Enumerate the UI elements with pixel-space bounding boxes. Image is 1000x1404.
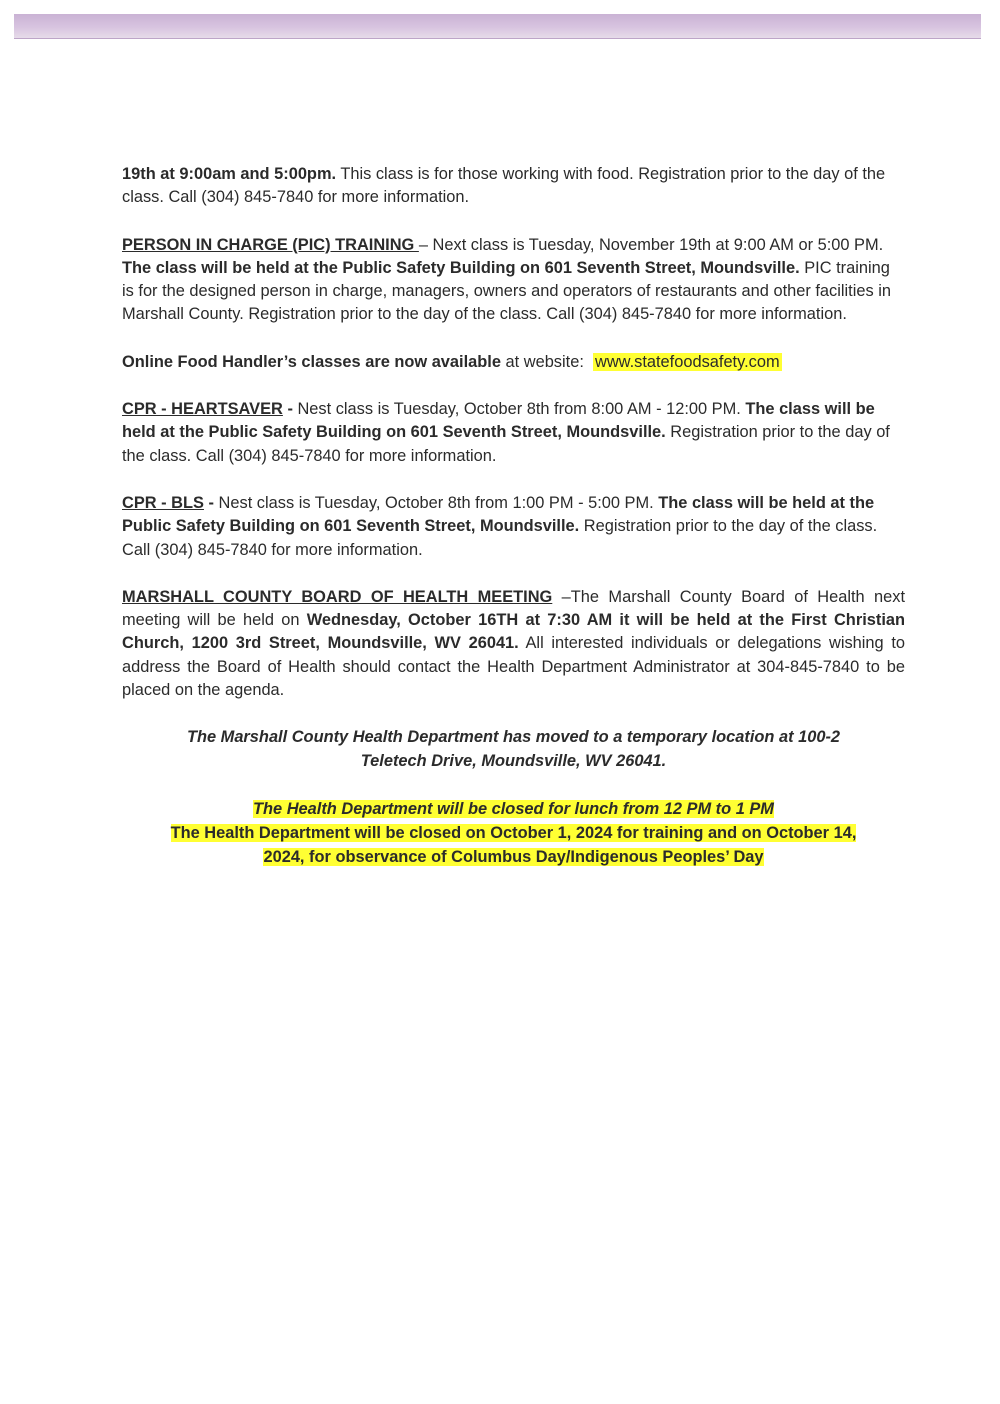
cpr-heartsaver-paragraph [122,398,905,468]
online-lead: Online Food Handler’s classes are now available [122,352,501,371]
food-handler-lead: 19th at 9:00am and 5:00pm. [122,165,337,183]
board-meeting-paragraph [122,586,905,702]
food-handler-paragraph [122,163,905,210]
cpr-bls-dash: - [203,493,219,512]
statefoodsafety-link[interactable]: www.statefoodsafety.com [594,352,780,371]
pic-text-2: PIC training is for the designed person in charge, managers, owners and operators of restaurants and other facilities in Marshall County. Registration prior to the day of the class. Call (304) 845-7840 for more information. [122,258,891,324]
cpr-bls-text-2: Registration prior to the day of the class. Call (304) 845-7840 for more information. [122,517,878,559]
board-meeting-details: Wednesday, October 16TH at 7:30 AM it will be held at the First Christian Church, 1200 3rd Street, Moundsville, WV 26041. [122,611,906,653]
cpr-heartsaver-text-2: Registration prior to the day of the class. Call (304) 845-7840 for more information. [122,423,890,465]
pic-location: The class will be held at the Public Safety Building on 601 Seventh Street, Moundsville. [122,258,800,277]
pic-training-paragraph [122,234,905,327]
board-heading: MARSHALL COUNTY BOARD OF HEALTH MEETING [122,587,553,606]
online-classes-paragraph [122,351,905,374]
board-text-1: –The Marshall County Board of Health next meeting will be held on [122,587,906,630]
lunch-closure-notice: The Health Department will be closed for lunch from 12 PM to 1 PM [253,799,774,818]
cpr-heartsaver-text-1: Nest class is Tuesday, October 8th from 8:00 AM - 12:00 PM. [297,400,741,419]
cpr-heartsaver-location: The class will be held at the Public Safety Building on 601 Seventh Street, Moundsville. [122,400,875,442]
cpr-bls-paragraph [122,492,905,562]
cpr-heartsaver-heading: CPR - HEARTSAVER [122,400,283,419]
document-body [122,163,905,869]
holiday-closure-line-2: 2024, for observance of Columbus Day/Indigenous Peoples’ Day [263,847,764,866]
cpr-bls-text-1: Nest class is Tuesday, October 8th from 1:00 PM - 5:00 PM. [218,493,654,512]
pic-text-1: – Next class is Tuesday, November 19th at 9:00 AM or 5:00 PM. [418,235,884,254]
online-text: at website: [505,352,584,371]
food-handler-text: This class is for those working with food. Registration prior to the day of the class. Call (304) 845-7840 for more information. [122,165,886,207]
closure-notices [122,797,905,869]
cpr-bls-heading: CPR - BLS [122,493,204,512]
top-color-band [14,14,981,39]
board-text-2: All interested individuals or delegations wishing to address the Board of Health should contact the Health Department Administrator at 304-845-7840 to be placed on the agenda. [122,634,906,700]
pic-heading: PERSON IN CHARGE (PIC) TRAINING [122,235,419,254]
cpr-heartsaver-dash: - [282,400,298,419]
cpr-bls-location: The class will be held at the Public Safety Building on 601 Seventh Street, Moundsville. [122,493,875,536]
holiday-closure-line-1: The Health Department will be closed on October 1, 2024 for training and on October 14, [170,823,857,842]
moved-location-notice: The Marshall County Health Department has moved to a temporary location at 100-2 Teletech Drive, Moundsville, WV 26041. [186,728,841,770]
